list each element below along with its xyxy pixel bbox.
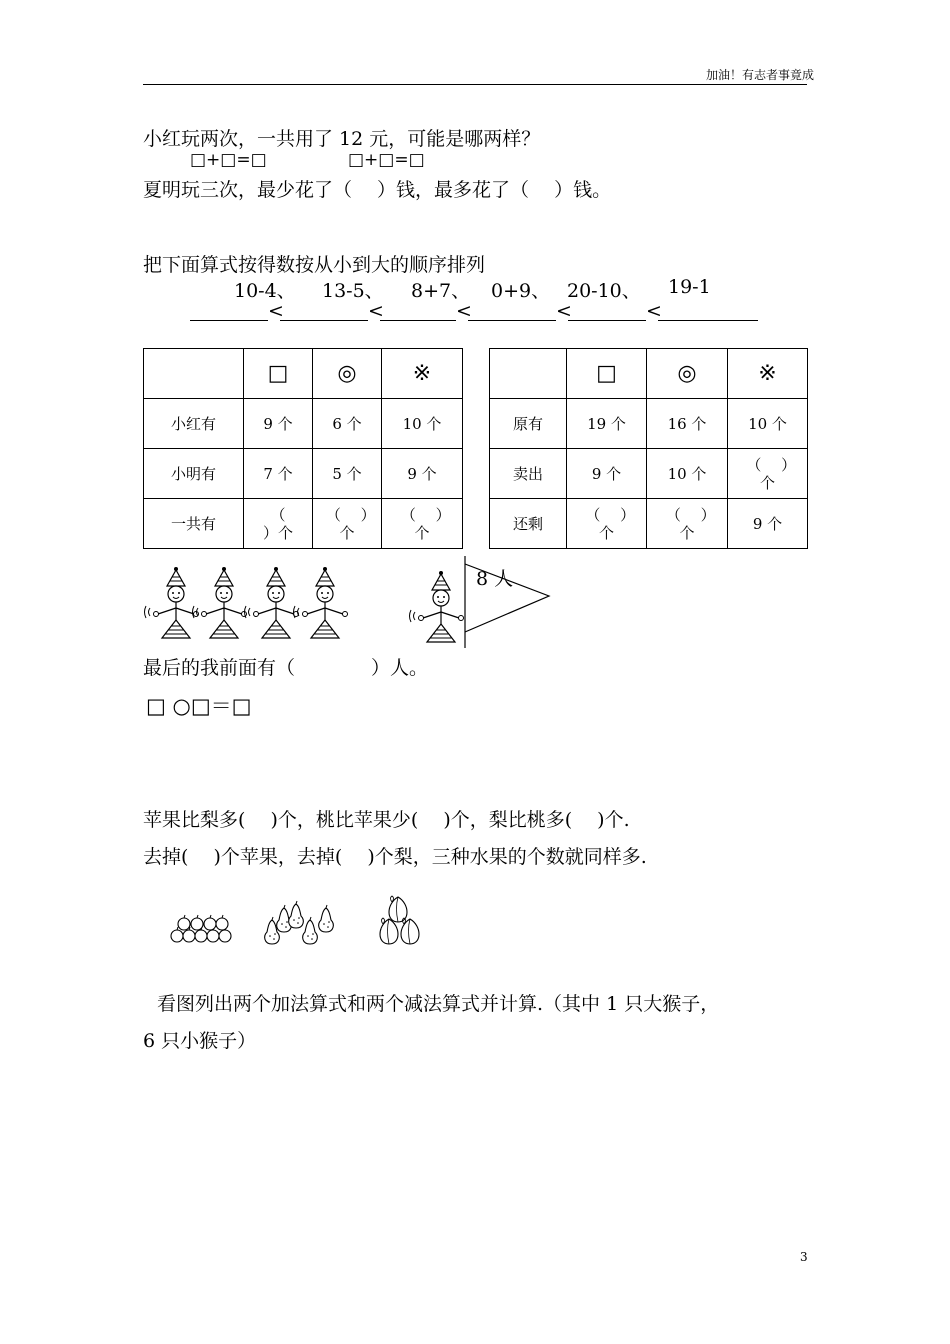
answer-blank-3[interactable] (380, 320, 456, 321)
row-label: 还剩 (490, 499, 567, 549)
answer-blank-5[interactable] (568, 320, 646, 321)
child-figure (145, 567, 199, 638)
q1-line1: 小红玩两次，一共用了 12 元，可能是哪两样？ (143, 128, 541, 150)
page-number: 3 (800, 1250, 808, 1264)
q2-expression-1: 10-4、 (234, 280, 296, 302)
q2-title: 把下面算式按得数按从小到大的顺序排列 (143, 254, 486, 276)
apple-icon (178, 915, 190, 930)
row-label: 原有 (490, 399, 567, 449)
child-figure (410, 571, 464, 642)
answer-blank-2[interactable] (280, 320, 368, 321)
q1-equation-a: □+□=□ (190, 150, 267, 170)
q2-expression-6: 19-1 (668, 276, 711, 298)
apple-icon (216, 915, 228, 930)
less-than-5: < (646, 300, 662, 322)
table-cell: 9 个 (244, 399, 313, 449)
less-than-2: < (368, 300, 384, 322)
q2-expression-2: 13-5、 (322, 280, 384, 302)
q3-question: 最后的我前面有（ ）人。 (143, 657, 429, 679)
answer-cell[interactable]: （ ）个 (728, 449, 808, 499)
less-than-1: < (268, 300, 284, 322)
children-queue-illustration (0, 562, 950, 652)
flag-label: 8 人 (476, 568, 514, 590)
table-cell: 9 个 (382, 449, 463, 499)
apple-icon (204, 915, 216, 930)
left-header-blank (144, 349, 244, 399)
answer-cell[interactable]: （ ）个 (647, 499, 728, 549)
row-label: 卖出 (490, 449, 567, 499)
pear-icon (319, 905, 334, 932)
apple-icon (191, 915, 203, 930)
header-rule (143, 84, 807, 85)
q3-equation: □ ○□＝□ (146, 694, 252, 718)
answer-cell[interactable]: （ ）个 (567, 499, 647, 549)
q1-line3: 夏明玩三次，最少花了（ ）钱，最多花了（ ）钱。 (143, 179, 612, 201)
row-label: 小明有 (144, 449, 244, 499)
fruit-illustration (0, 890, 950, 950)
pear-icon (303, 917, 318, 944)
answer-blank-4[interactable] (468, 320, 556, 321)
square-symbol: □ (567, 349, 647, 399)
child-figure (193, 567, 247, 638)
q2-expression-5: 20-10、 (567, 280, 641, 302)
pear-icon (265, 917, 280, 944)
q4-line2: 去掉( )个苹果，去掉( )个梨，三种水果的个数就同样多. (143, 846, 647, 868)
table-cell: 6 个 (313, 399, 382, 449)
row-label: 小红有 (144, 399, 244, 449)
q1-equation-b: □+□=□ (348, 150, 425, 170)
q2-expression-4: 0+9、 (491, 280, 551, 302)
answer-cell[interactable]: （ ）个 (313, 499, 382, 549)
child-figure (294, 567, 348, 638)
table-cell: 10 个 (728, 399, 808, 449)
right-table (489, 348, 808, 549)
q5-line1: 看图列出两个加法算式和两个减法算式并计算.（其中 1 只大猴子， (157, 993, 720, 1015)
less-than-3: < (456, 300, 472, 322)
table-cell: 9 个 (728, 499, 808, 549)
reference-mark-symbol: ※ (728, 349, 808, 399)
pear-icon (289, 901, 304, 928)
q2-expression-3: 8+7、 (411, 280, 471, 302)
table-cell: 10 个 (382, 399, 463, 449)
table-cell: 10 个 (647, 449, 728, 499)
double-circle-symbol: ◎ (313, 349, 382, 399)
q5-line2: 6 只小猴子） (143, 1030, 257, 1052)
child-figure (245, 567, 299, 638)
table-cell: 9 个 (567, 449, 647, 499)
reference-mark-symbol: ※ (382, 349, 463, 399)
less-than-4: < (556, 300, 572, 322)
answer-cell[interactable]: （ ）个 (244, 499, 313, 549)
answer-cell[interactable]: （ ）个 (382, 499, 463, 549)
table-cell: 19 个 (567, 399, 647, 449)
answer-blank-6[interactable] (658, 320, 758, 321)
answer-blank-1[interactable] (190, 320, 268, 321)
table-cell: 16 个 (647, 399, 728, 449)
peach-icon (401, 918, 419, 944)
square-symbol: □ (244, 349, 313, 399)
row-label: 一共有 (144, 499, 244, 549)
header-motto: 加油！有志者事竟成 (706, 68, 815, 82)
table-cell: 5 个 (313, 449, 382, 499)
q4-line1: 苹果比梨多( )个，桃比苹果少( )个，梨比桃多( )个. (143, 809, 630, 831)
left-table (143, 348, 463, 549)
double-circle-symbol: ◎ (647, 349, 728, 399)
right-header-blank (490, 349, 567, 399)
table-cell: 7 个 (244, 449, 313, 499)
